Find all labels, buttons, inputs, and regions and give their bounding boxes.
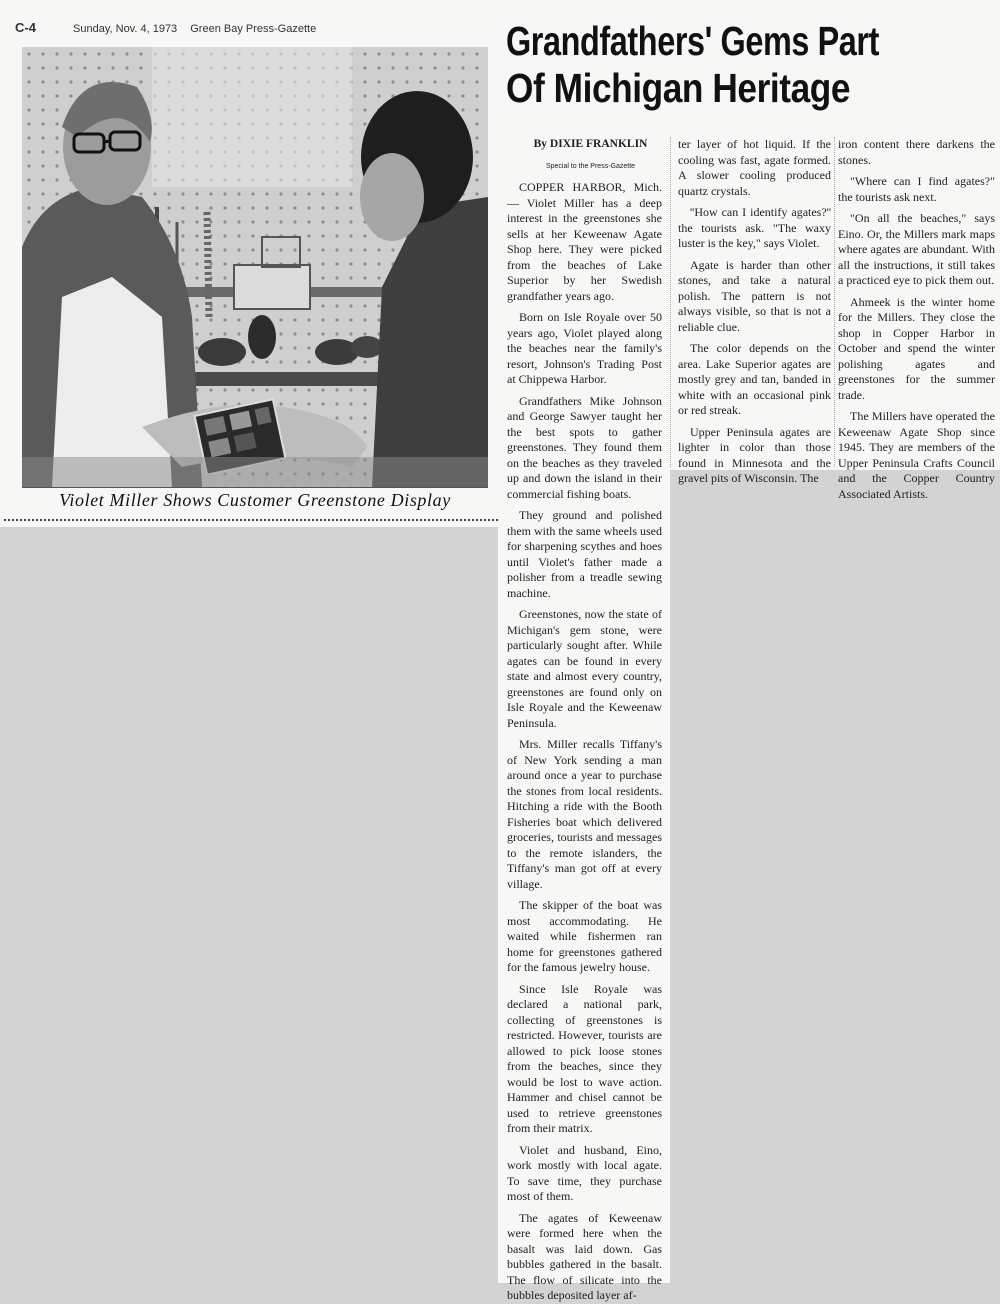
article-paragraph: ''How can I identify agates?'' the tourists ask. "The waxy luster is the key," says Violet. <box>678 205 831 250</box>
newspaper-name: Green Bay Press-Gazette <box>190 23 317 35</box>
article-paragraph: "On all the beaches," says Eino. Or, the Millers mark maps where agates are abundant. With all the instructions, it still takes a practiced eye to pick them out. <box>838 211 995 287</box>
article-paragraph: Upper Peninsula agates are lighter in color than those found in Minnesota and the gravel pits of Wisconsin. The <box>678 424 831 485</box>
article-paragraph: iron content there darkens the stones. <box>838 137 995 167</box>
issue-date: Sunday, Nov. 4, 1973 <box>73 23 178 35</box>
column-divider <box>670 137 671 467</box>
headline-line-2: Of Michigan Heritage <box>506 65 851 111</box>
news-photo <box>22 47 488 487</box>
article-paragraph: "Where can I find agates?" the tourists ask next. <box>838 174 995 204</box>
article-paragraph: Born on Isle Royale over 50 years ago, Violet played along the beaches near the family's resort, Johnson's Trading Post at Chippewa Harbor. <box>507 310 662 386</box>
page-number: C-4 <box>15 20 36 35</box>
headline-line-1: Grandfathers' Gems Part <box>506 18 880 64</box>
byline-credit: Special to the Press-Gazette <box>545 162 636 170</box>
article-paragraph: The agates of Keweenaw were formed here when the basalt was laid down. Gas bubbles gathered in the basalt. The flow of silicate into the bubbles deposited layer af- <box>507 1210 662 1302</box>
article-paragraph: Ahmeek is the winter home for the Millers. They close the shop in Copper Harbor in October and spend the winter polishing agates and greenstones for the summer trade. <box>838 294 995 402</box>
article-paragraph: The color depends on the area. Lake Superior agates are mostly grey and tan, banded in white with an occasional pink or red streak. <box>678 341 831 417</box>
article-paragraph: COPPER HARBOR, Mich. — Violet Miller has a deep interest in the greenstones she sells at her Keweenaw Agate Shop here. They were picked from the beaches of Lake Superior by her Swedish grandfather years ago. <box>507 180 662 303</box>
caption-rule <box>22 487 488 488</box>
article-paragraph: Greenstones, now the state of Michigan's gem stone, were particularly sought after. While agates can be found in every state and almost every country, greenstones are found only on Isle Royale and the Keweenaw Peninsula. <box>507 607 662 730</box>
masthead <box>15 20 316 35</box>
article-column-2 <box>678 137 831 487</box>
article-paragraph: Mrs. Miller recalls Tiffany's of New York sending a man around once a year to purchase the stones from local residents. Hitching a ride with the Booth Fisheries boat which delivered groceries, tourists and messages to the remote islanders, the Tiffany's man got off at every village. <box>507 737 662 891</box>
article-column-1 <box>507 137 662 1304</box>
article-paragraph: Grandfathers Mike Johnson and George Sawyer taught her the best spots to gather greenstones. They found them on the beaches as they traveled up and down the island in their commercial fishing boats. <box>507 393 662 501</box>
article-column-3 <box>838 137 995 502</box>
article-paragraph: Agate is harder than other stones, and take a natural polish. The pattern is not always visible, so that is not a reliable clue. <box>678 257 831 334</box>
article-paragraph: They ground and polished them with the same wheels used for sharpening scythes and hoes until Violet's father made a polisher from a treadle sewing machine. <box>507 508 662 600</box>
headline <box>506 18 994 112</box>
article-paragraph: The Millers have operated the Keweenaw Agate Shop since 1945. They are members of the Upper Peninsula Crafts Council and the Copper Country Associated Artists. <box>838 409 995 501</box>
article-paragraph: Since Isle Royale was declared a national park, collecting of greenstones is restricted. However, tourists are allowed to pick loose stones from the beaches, since they would be lost to wave action. Hammer and chisel cannot be used to retrieve greenstones from their matrix. <box>507 981 662 1135</box>
article-paragraph: ter layer of hot liquid. If the cooling was fast, agate formed. A slower cooling produced quartz crystals. <box>678 137 831 198</box>
article-paragraph: Violet and husband, Eino, work mostly with local agate. To save time, they purchase most of them. <box>507 1142 662 1203</box>
byline-author: By DIXIE FRANKLIN <box>533 138 648 150</box>
column-divider <box>834 137 835 467</box>
photo-caption: Violet Miller Shows Customer Greenstone Display <box>59 490 451 510</box>
dotted-separator <box>4 519 498 521</box>
article-paragraph: The skipper of the boat was most accommodating. He waited while fishermen ran home for greenstones gathered for the famous jewelry house. <box>507 898 662 974</box>
